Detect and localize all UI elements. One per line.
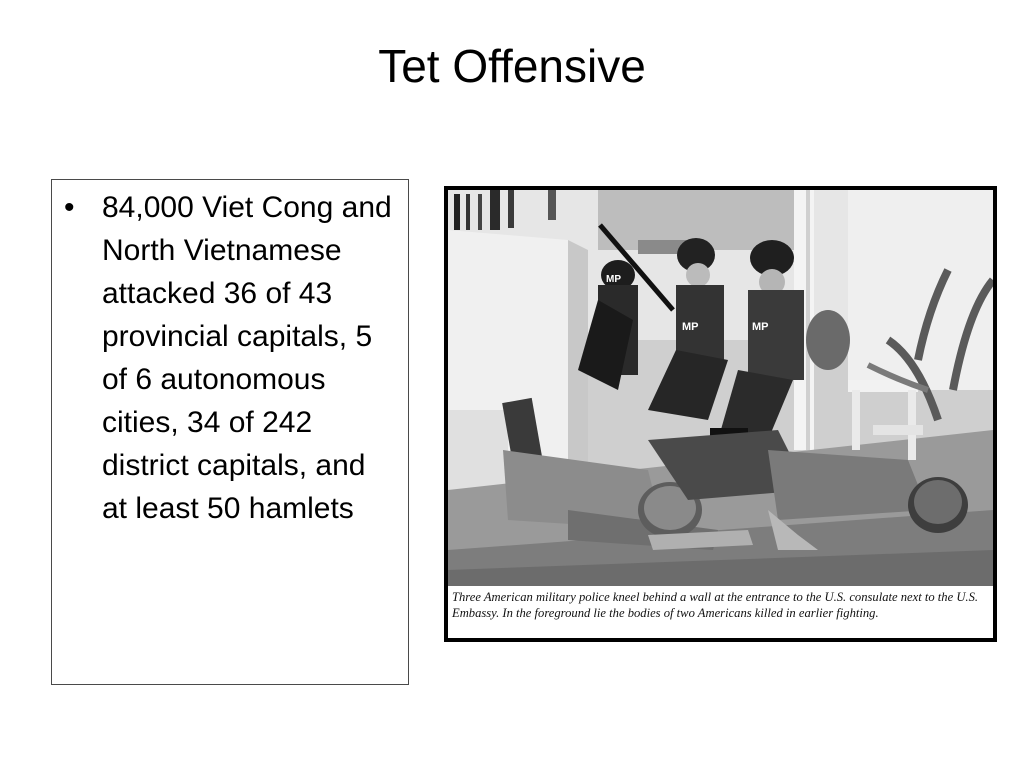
photo-caption: Three American military police kneel behind a wall at the entrance to the U.S. consulate next to the U.S. Embassy. In the foreground lie the bodies of two Americans killed in earlier fighting. [448,586,993,638]
bullet-text: 84,000 Viet Cong and North Vietnamese attacked 36 of 43 provincial capitals, 5 of 6 autonomous cities, 34 of 242 district capitals, and at least 50 hamlets [102,191,392,525]
helmet-label-2: MP [682,321,699,333]
bullet-text-box [51,179,409,685]
photo-frame [444,186,997,642]
helmet-label-3: MP [752,321,769,333]
photo-illustration [448,190,993,638]
helmet-label-1: MP [606,274,621,285]
bullet-dot: • [64,191,75,224]
slide-title: Tet Offensive [378,40,646,92]
military-police-photo [448,190,993,638]
